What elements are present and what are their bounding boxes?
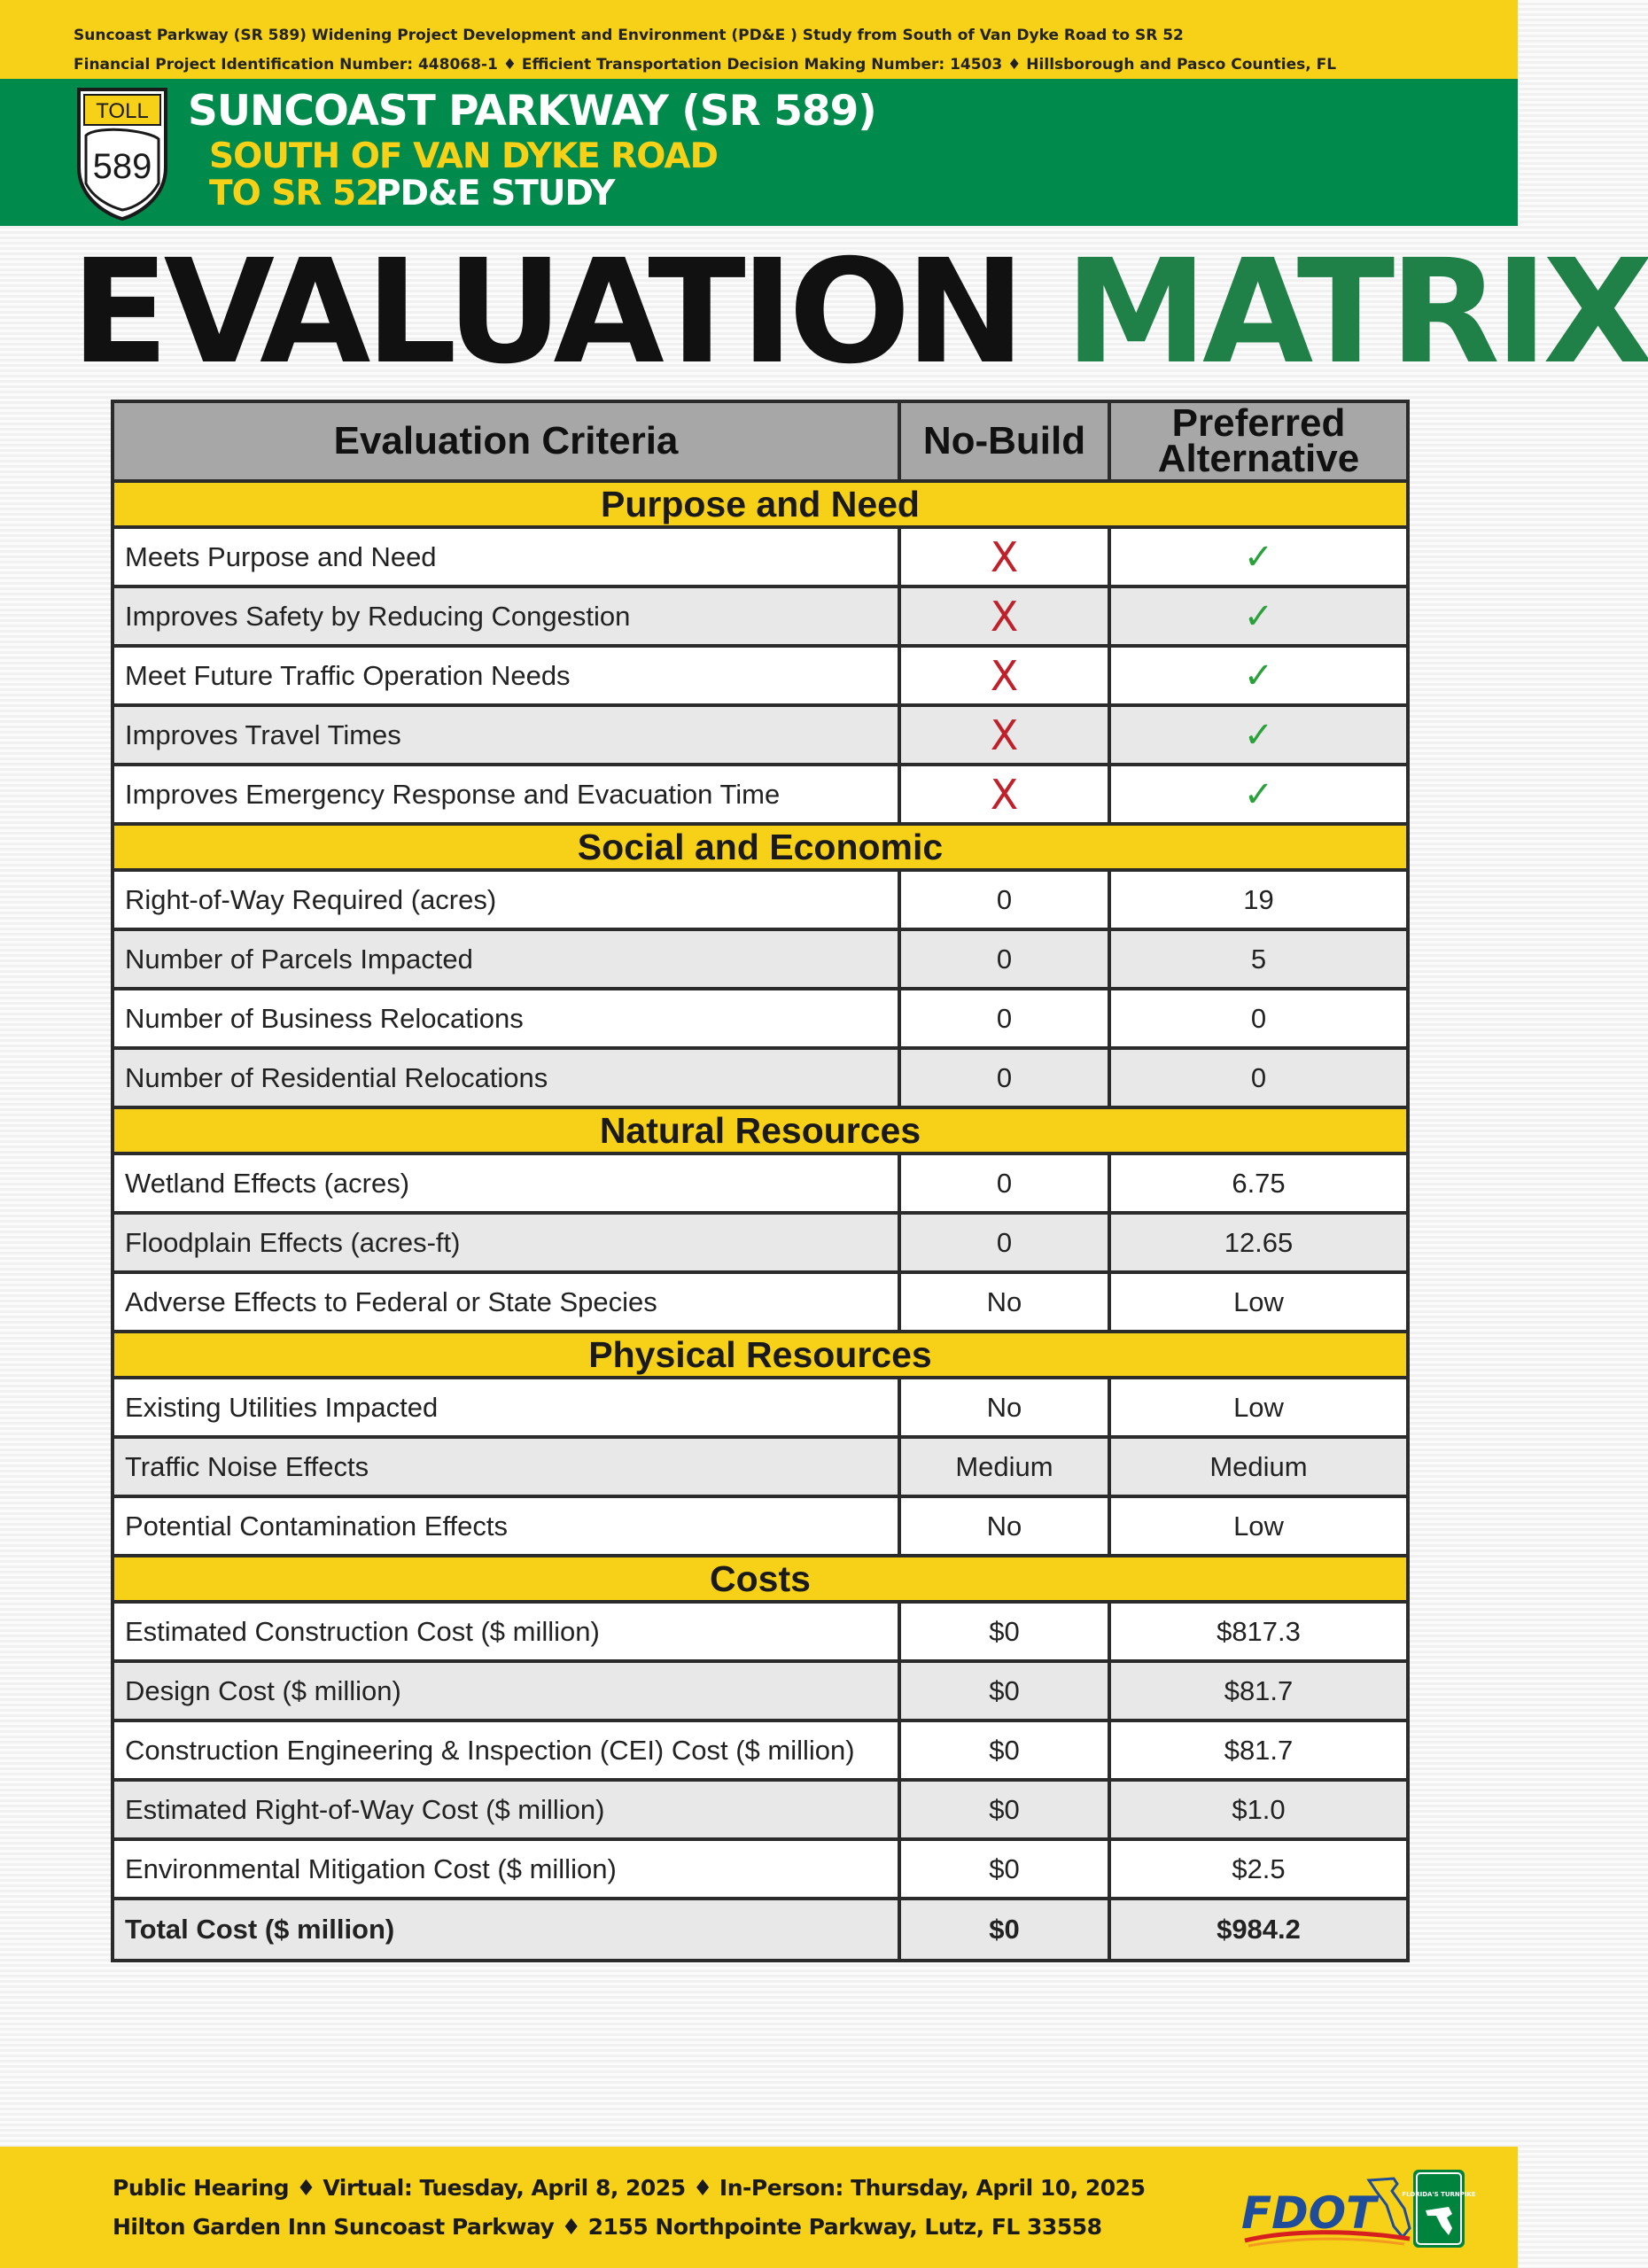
banner-subtitle-line1: SOUTH OF VAN DYKE ROAD: [209, 136, 718, 176]
banner-title: SUNCOAST PARKWAY (SR 589): [188, 87, 876, 136]
criteria-cell: Total Cost ($ million): [113, 1899, 899, 1961]
checkmark-icon: ✓: [1243, 536, 1274, 578]
criteria-cell: Number of Parcels Impacted: [113, 929, 899, 989]
project-title-line: Suncoast Parkway (SR 589) Widening Project Development and Environment (PD&E ) Study from South of Van Dyke Road to SR 52: [74, 27, 1184, 44]
table-header-row: [113, 401, 1408, 481]
banner-subtitle-line2: TO SR 52: [209, 174, 379, 214]
criteria-cell: Adverse Effects to Federal or State Species: [113, 1272, 899, 1332]
preferred-cell: Low: [1109, 1378, 1408, 1437]
preferred-cell: $984.2: [1109, 1899, 1408, 1961]
no_build-cell: $0: [899, 1780, 1109, 1839]
criteria-cell: Meet Future Traffic Operation Needs: [113, 646, 899, 705]
no_build-cell: $0: [899, 1839, 1109, 1899]
preferred-cell: Medium: [1109, 1437, 1408, 1496]
criteria-cell: Meets Purpose and Need: [113, 527, 899, 586]
checkmark-icon: ✓: [1243, 595, 1274, 637]
preferred-cell: Low: [1109, 1272, 1408, 1332]
x-mark-icon: X: [990, 770, 1019, 819]
no_build-cell: 0: [899, 1213, 1109, 1272]
criteria-cell: Estimated Construction Cost ($ million): [113, 1602, 899, 1661]
no_build-cell: [899, 705, 1109, 765]
table-row: [113, 1272, 1408, 1332]
table-row: [113, 586, 1408, 646]
preferred-cell: $2.5: [1109, 1839, 1408, 1899]
no_build-cell: $0: [899, 1720, 1109, 1780]
criteria-cell: Improves Emergency Response and Evacuation Time: [113, 765, 899, 824]
table-row: [113, 1496, 1408, 1556]
no_build-cell: No: [899, 1496, 1109, 1556]
criteria-cell: Potential Contamination Effects: [113, 1496, 899, 1556]
table-row: [113, 705, 1408, 765]
x-mark-icon: X: [990, 592, 1019, 641]
preferred-cell: $81.7: [1109, 1661, 1408, 1720]
preferred-cell: Low: [1109, 1496, 1408, 1556]
criteria-cell: Construction Engineering & Inspection (CEI) Cost ($ million): [113, 1720, 899, 1780]
preferred-cell: 12.65: [1109, 1213, 1408, 1272]
preferred-cell: $817.3: [1109, 1602, 1408, 1661]
no_build-cell: $0: [899, 1602, 1109, 1661]
section-title: Costs: [113, 1556, 1408, 1602]
fdot-logo-text: FDOT: [1241, 2187, 1377, 2239]
preferred-cell: $1.0: [1109, 1780, 1408, 1839]
preferred-cell: $81.7: [1109, 1720, 1408, 1780]
banner-study-label: PD&E STUDY: [376, 174, 615, 214]
table-row: [113, 989, 1408, 1048]
criteria-cell: Improves Safety by Reducing Congestion: [113, 586, 899, 646]
criteria-cell: Floodplain Effects (acres-ft): [113, 1213, 899, 1272]
title-word-matrix: MATRIX: [1064, 229, 1648, 396]
table-row: [113, 870, 1408, 929]
table-row: [113, 527, 1408, 586]
preferred-cell: 0: [1109, 989, 1408, 1048]
header-preferred-alternative-label: Preferred Alternative: [1157, 401, 1360, 480]
preferred-cell: [1109, 646, 1408, 705]
checkmark-icon: ✓: [1243, 773, 1274, 815]
table-body: [113, 481, 1408, 1961]
section-header-physical-resources: [113, 1332, 1408, 1378]
no_build-cell: 0: [899, 870, 1109, 929]
criteria-cell: Estimated Right-of-Way Cost ($ million): [113, 1780, 899, 1839]
table-row: [113, 1780, 1408, 1839]
evaluation-matrix-table: [111, 400, 1410, 1962]
table-row: [113, 1839, 1408, 1899]
section-header-purpose-and-need: [113, 481, 1408, 527]
table-row: [113, 1661, 1408, 1720]
table-row: [113, 1153, 1408, 1213]
project-id-line: Financial Project Identification Number: 448068-1 ♦ Efficient Transportation Decision Making Number: 14503 ♦ Hillsborough and Pasco Counties, FL: [74, 56, 1337, 74]
no_build-cell: [899, 586, 1109, 646]
criteria-cell: Right-of-Way Required (acres): [113, 870, 899, 929]
criteria-cell: Traffic Noise Effects: [113, 1437, 899, 1496]
no_build-cell: $0: [899, 1899, 1109, 1961]
x-mark-icon: X: [990, 651, 1019, 700]
page-title: [71, 229, 1648, 396]
criteria-cell: Existing Utilities Impacted: [113, 1378, 899, 1437]
no_build-cell: [899, 646, 1109, 705]
preferred-cell: [1109, 586, 1408, 646]
preferred-cell: [1109, 705, 1408, 765]
section-title: Natural Resources: [113, 1107, 1408, 1153]
criteria-cell: Number of Residential Relocations: [113, 1048, 899, 1107]
toll-shield-icon: [74, 86, 171, 221]
title-word-evaluation: EVALUATION: [71, 229, 1021, 396]
table-row: [113, 929, 1408, 989]
section-title: Purpose and Need: [113, 481, 1408, 527]
no_build-cell: $0: [899, 1661, 1109, 1720]
shield-route-number: 589: [92, 147, 152, 186]
criteria-cell: Design Cost ($ million): [113, 1661, 899, 1720]
preferred-cell: 5: [1109, 929, 1408, 989]
criteria-cell: Number of Business Relocations: [113, 989, 899, 1048]
table-row: [113, 765, 1408, 824]
project-info-bar: [0, 0, 1518, 79]
preferred-cell: 19: [1109, 870, 1408, 929]
criteria-cell: Improves Travel Times: [113, 705, 899, 765]
table-row: [113, 1213, 1408, 1272]
preferred-cell: [1109, 765, 1408, 824]
header-evaluation-criteria: Evaluation Criteria: [113, 401, 899, 481]
header-preferred-alternative: [1109, 401, 1408, 481]
no_build-cell: [899, 527, 1109, 586]
section-header-costs: [113, 1556, 1408, 1602]
total-cost-row: [113, 1899, 1408, 1961]
shield-toll-label: TOLL: [96, 99, 149, 123]
criteria-cell: Wetland Effects (acres): [113, 1153, 899, 1213]
preferred-cell: [1109, 527, 1408, 586]
no_build-cell: 0: [899, 989, 1109, 1048]
no_build-cell: No: [899, 1378, 1109, 1437]
section-title: Physical Resources: [113, 1332, 1408, 1378]
table-row: [113, 1048, 1408, 1107]
no_build-cell: [899, 765, 1109, 824]
preferred-cell: 0: [1109, 1048, 1408, 1107]
no_build-cell: 0: [899, 1153, 1109, 1213]
section-title: Social and Economic: [113, 824, 1408, 870]
header-no-build: No-Build: [899, 401, 1109, 481]
checkmark-icon: ✓: [1243, 655, 1274, 696]
x-mark-icon: X: [990, 532, 1019, 581]
section-header-natural-resources: [113, 1107, 1408, 1153]
x-mark-icon: X: [990, 711, 1019, 759]
no_build-cell: 0: [899, 929, 1109, 989]
checkmark-icon: ✓: [1243, 714, 1274, 756]
table-row: [113, 1378, 1408, 1437]
criteria-cell: Environmental Mitigation Cost ($ million): [113, 1839, 899, 1899]
fdot-logo: [1236, 2164, 1476, 2253]
section-header-social-and-economic: [113, 824, 1408, 870]
hearing-dates: Public Hearing ♦ Virtual: Tuesday, April 8, 2025 ♦ In-Person: Thursday, April 10, 2025: [113, 2175, 1146, 2201]
table-row: [113, 1437, 1408, 1496]
no_build-cell: 0: [899, 1048, 1109, 1107]
turnpike-logo-text: FLORIDA'S TURNPIKE: [1402, 2191, 1476, 2198]
no_build-cell: No: [899, 1272, 1109, 1332]
table-row: [113, 1602, 1408, 1661]
preferred-cell: 6.75: [1109, 1153, 1408, 1213]
hearing-location: Hilton Garden Inn Suncoast Parkway ♦ 2155 Northpointe Parkway, Lutz, FL 33558: [113, 2214, 1102, 2240]
no_build-cell: Medium: [899, 1437, 1109, 1496]
table-row: [113, 1720, 1408, 1780]
table-row: [113, 646, 1408, 705]
